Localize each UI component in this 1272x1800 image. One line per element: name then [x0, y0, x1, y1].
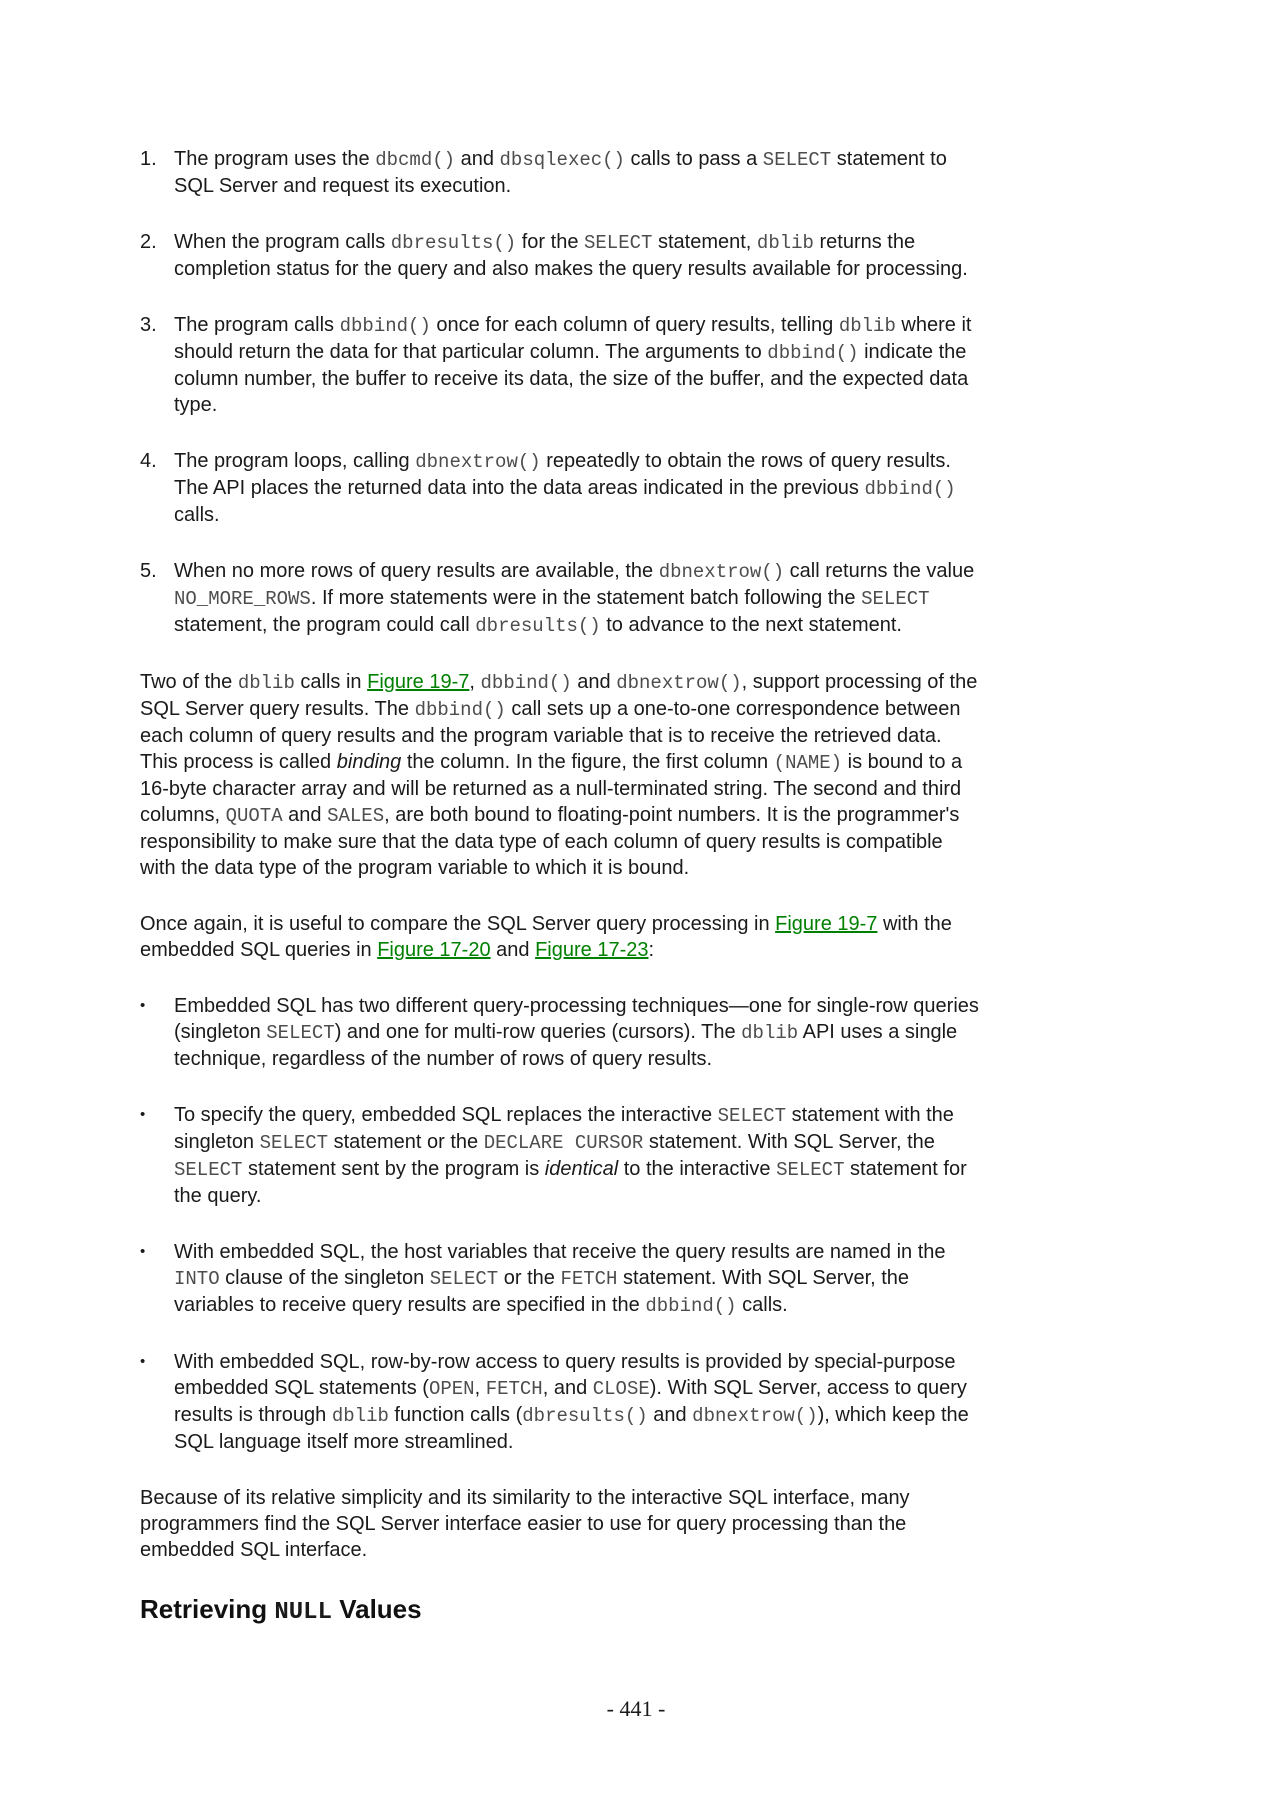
text-run: statement for the query. [174, 1158, 967, 1207]
text-run: dbbind() [645, 1295, 737, 1317]
text-run: binding [336, 751, 402, 773]
text-run: QUOTA [225, 805, 283, 827]
text-run: SALES [327, 805, 385, 827]
text-run: The program loops, calling [174, 450, 416, 472]
numbered-item-5 [140, 558, 980, 639]
text-run: SELECT [717, 1105, 787, 1127]
text-run: statement, [652, 231, 757, 253]
text-run: , support processing of the SQL Server query results. The [140, 671, 978, 720]
text-run: for the [516, 231, 584, 253]
text-run: dblib [237, 672, 295, 694]
text-run: and [647, 1404, 693, 1426]
text-run: dblib [741, 1022, 799, 1044]
text-run: dbnextrow() [616, 672, 742, 694]
list-number: 2. [140, 231, 157, 253]
list-item-text [174, 229, 980, 282]
text-run: dbbind() [339, 315, 431, 337]
text-run: statement, the program could call [174, 614, 476, 636]
text-run: Retrieving [140, 1594, 275, 1624]
numbered-item-2 [140, 229, 980, 282]
text-run: once for each column of query results, telling [430, 314, 839, 336]
text-run: dbnextrow() [692, 1405, 818, 1427]
figure-link-figure-17-23[interactable]: Figure 17-23 [535, 939, 649, 961]
text-run: NO_MORE_ROWS [174, 588, 311, 610]
text-run: clause of the singleton [219, 1267, 430, 1289]
text-run: where it should return the data for that particular column. The arguments to [174, 314, 972, 363]
bullet-item-3 [140, 1239, 980, 1319]
text-run: with the embedded SQL queries in [140, 913, 952, 961]
text-run: DECLARE CURSOR [483, 1132, 644, 1154]
text-run: SELECT [776, 1159, 845, 1181]
text-run: INTO [174, 1268, 220, 1290]
text-run: statement to SQL Server and request its execution. [174, 148, 947, 197]
text-run: identical [544, 1158, 619, 1180]
list-number: 5. [140, 560, 157, 582]
text-run: dbresults() [475, 615, 601, 637]
text-run: SELECT [861, 588, 930, 610]
text-run: and [282, 804, 328, 826]
bullet-item-4 [140, 1349, 980, 1455]
text-run: (NAME) [773, 752, 843, 774]
text-run: call returns the value [784, 560, 975, 582]
text-run: SELECT [174, 1159, 243, 1181]
paragraph-conclusion [140, 1485, 980, 1563]
figure-link-figure-19-7[interactable]: Figure 19-7 [367, 671, 470, 693]
numbered-item-3 [140, 312, 980, 418]
text-run: : [648, 939, 655, 961]
text-run: FETCH [485, 1378, 543, 1400]
text-run: dblib [838, 315, 896, 337]
text-run: dblib [331, 1405, 389, 1427]
text-run: Two of the [140, 671, 238, 693]
text-run: ) and one for multi-row queries (cursors). The [334, 1021, 742, 1043]
text-run: When no more rows of query results are available, the [174, 560, 659, 582]
text-run: dbbind() [864, 478, 956, 500]
numbered-item-4 [140, 448, 980, 528]
figure-link-figure-19-7[interactable]: Figure 19-7 [775, 913, 878, 935]
text-run: calls. [174, 504, 220, 526]
text-run: dbcmd() [375, 149, 456, 171]
text-run: With embedded SQL, the host variables that receive the query results are named in the [174, 1241, 946, 1263]
text-run: indicate the column number, the buffer to receive its data, the size of the buffer, and the expected data type. [174, 341, 969, 416]
text-run: dbbind() [480, 672, 572, 694]
text-run: calls in [294, 671, 368, 693]
text-run: When the program calls [174, 231, 391, 253]
bullet-marker: • [140, 997, 146, 1014]
text-run: Values [331, 1594, 422, 1624]
bullet-marker: • [140, 1106, 146, 1123]
section-heading-retrieving-null-values [140, 1593, 980, 1629]
text-run: dbresults() [522, 1405, 648, 1427]
bullet-item-2 [140, 1102, 980, 1209]
text-run: and [455, 148, 500, 170]
text-run: dbnextrow() [658, 561, 785, 583]
text-run: , [469, 671, 481, 693]
text-run: statement. With SQL Server, the variables to receive query results are specified in the [174, 1267, 910, 1316]
text-run: dbresults() [390, 232, 517, 254]
text-run: With embedded SQL, row-by-row access to query results is provided by special-purpose embedded SQL statements ( [174, 1351, 956, 1399]
text-run: dblib [756, 232, 814, 254]
text-run: to the interactive [618, 1158, 777, 1180]
text-run: is bound to a 16-byte character array and will be returned as a null-terminated string. The second and third columns, [140, 751, 963, 826]
text-run: dbsqlexec() [499, 149, 625, 171]
text-run: SELECT [762, 149, 832, 171]
text-run: and [571, 671, 617, 693]
bullet-item-1 [140, 993, 980, 1072]
list-item-text [174, 1239, 980, 1319]
text-run: SELECT [259, 1132, 329, 1154]
text-run: calls to pass a [624, 148, 763, 170]
text-run: , are both bound to floating-point numbers. It is the programmer's responsibility to make sure that the data type of each column of query results is compatible with the data type of the program variable to which it is bound. [140, 804, 960, 879]
numbered-item-1 [140, 146, 980, 199]
page-number: - 441 - [606, 1696, 666, 1721]
text-run: , and [542, 1377, 593, 1399]
text-run: or the [498, 1267, 561, 1289]
figure-link-figure-17-20[interactable]: Figure 17-20 [377, 939, 491, 961]
text-run: FETCH [560, 1268, 618, 1290]
list-item-text [174, 558, 980, 639]
text-run: ), which keep the SQL language itself more streamlined. [174, 1404, 969, 1453]
text-run: SELECT [266, 1022, 335, 1044]
text-run: NULL [274, 1599, 332, 1626]
text-run: SELECT [429, 1268, 499, 1290]
text-run: and [490, 939, 536, 961]
text-run: ). With SQL Server, access to query results is through [174, 1377, 967, 1426]
text-run: API uses a single technique, regardless of the number of rows of query results. [174, 1021, 958, 1070]
text-run: . If more statements were in the statement batch following the [310, 587, 862, 609]
text-run: OPEN [428, 1378, 475, 1400]
text-run: statement. With SQL Server, the [643, 1131, 935, 1153]
text-run: statement sent by the program is [242, 1158, 545, 1180]
text-run: dbnextrow() [415, 451, 541, 473]
text-run: The program calls [174, 314, 340, 336]
text-run: To specify the query, embedded SQL replaces the interactive [174, 1104, 718, 1126]
paragraph-binding [140, 669, 980, 881]
text-run: dbbind() [767, 342, 859, 364]
text-run: statement or the [328, 1131, 484, 1153]
text-run: returns the completion status for the query and also makes the query results available for processing. [174, 231, 968, 280]
paragraph-compare [140, 911, 980, 963]
text-run: the column. In the figure, the first column [401, 751, 774, 773]
list-number: 3. [140, 314, 157, 336]
text-run: function calls ( [388, 1404, 523, 1426]
text-run: call sets up a one-to-one correspondence between each column of query results and the program variable that is to receive the retrieved data. This process is called [140, 698, 961, 773]
text-run: Embedded SQL has two different query-processing techniques—one for single-row queries (singleton [174, 995, 979, 1043]
list-number: 4. [140, 450, 157, 472]
text-run: , [474, 1377, 486, 1399]
list-item-text [174, 1349, 980, 1455]
text-run: dbbind() [414, 699, 506, 721]
bullet-marker: • [140, 1243, 146, 1260]
list-item-text [174, 1102, 980, 1209]
text-run: Because of its relative simplicity and its similarity to the interactive SQL interface, many programmers find the SQL Server interface easier to use for query processing than the embedded SQL interface. [140, 1487, 910, 1561]
text-run: The program uses the [174, 148, 376, 170]
list-item-text [174, 146, 980, 199]
text-run: Once again, it is useful to compare the SQL Server query processing in [140, 913, 776, 935]
list-item-text [174, 312, 980, 418]
list-item-text [174, 993, 980, 1072]
document-content [140, 146, 980, 1629]
text-run: repeatedly to obtain the rows of query results. The API places the returned data into the data areas indicated in the previous [174, 450, 951, 499]
text-run: SELECT [584, 232, 653, 254]
text-run: CLOSE [592, 1378, 650, 1400]
bullet-marker: • [140, 1353, 146, 1370]
list-item-text [174, 448, 980, 528]
text-run: to advance to the next statement. [600, 614, 902, 636]
text-run: calls. [736, 1294, 788, 1316]
text-run: statement with the singleton [174, 1104, 954, 1153]
list-number: 1. [140, 148, 157, 170]
